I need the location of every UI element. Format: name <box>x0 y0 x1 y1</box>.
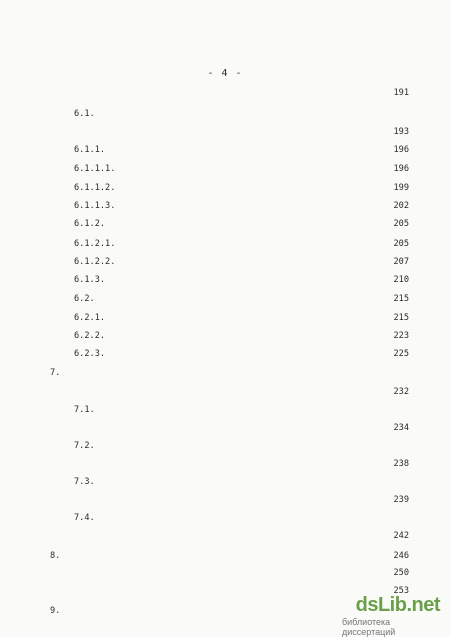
toc-page: 202 <box>393 201 409 211</box>
toc-page: 205 <box>393 239 409 249</box>
toc-page: 207 <box>393 257 409 267</box>
toc-entry <box>0 457 450 471</box>
toc-entry <box>0 475 450 489</box>
toc-number: 6.2.1. <box>74 313 106 323</box>
toc-page: 210 <box>393 275 409 285</box>
toc-number: 9. <box>50 606 61 616</box>
toc-entry <box>0 217 450 231</box>
toc-page: 196 <box>393 164 409 174</box>
toc-number: 6.1.2.2. <box>74 257 116 267</box>
toc-page: 196 <box>393 145 409 155</box>
toc-page: 253 <box>393 586 409 596</box>
toc-entry <box>0 329 450 343</box>
toc-entry <box>0 347 450 361</box>
toc-number: 7.4. <box>74 513 95 523</box>
toc-page: 250 <box>393 568 409 578</box>
toc-entry <box>0 493 450 507</box>
toc-number: 6.1.3. <box>74 275 106 285</box>
toc-page: 225 <box>393 349 409 359</box>
toc-page: 205 <box>393 219 409 229</box>
toc-entry <box>0 199 450 213</box>
toc-entry <box>0 366 450 380</box>
watermark-brand: dsLib.net <box>355 594 440 616</box>
toc-page: 246 <box>393 551 409 561</box>
watermark-logo[interactable] <box>342 592 442 637</box>
toc-number: 6.2.2. <box>74 331 106 341</box>
toc-entry <box>0 511 450 525</box>
toc-entry <box>0 311 450 325</box>
toc-number: 6.2. <box>74 294 95 304</box>
toc-entry <box>0 549 450 563</box>
toc-number: 6.1.2. <box>74 219 106 229</box>
toc-number: 6.1.1.3. <box>74 201 116 211</box>
toc-page: 239 <box>393 495 409 505</box>
toc-number: 7.1. <box>74 405 95 415</box>
toc-number: 6.1.1.1. <box>74 164 116 174</box>
toc-page: 199 <box>393 183 409 193</box>
toc-page: 191 <box>393 88 409 98</box>
toc-number: 7.3. <box>74 477 95 487</box>
toc-entry <box>0 421 450 435</box>
toc-number: 6.1.1. <box>74 145 106 155</box>
toc-number: 7.2. <box>74 441 95 451</box>
toc-number: 7. <box>50 368 61 378</box>
toc-number: 6.1. <box>74 109 95 119</box>
toc-entry <box>0 566 450 580</box>
toc-entry <box>0 273 450 287</box>
toc-entry <box>0 292 450 306</box>
toc-entry <box>0 162 450 176</box>
toc-number: 6.1.1.2. <box>74 183 116 193</box>
toc-entry <box>0 86 450 100</box>
toc-page: 215 <box>393 313 409 323</box>
toc-entry <box>0 255 450 269</box>
toc-entry <box>0 385 450 399</box>
toc-entry <box>0 143 450 157</box>
toc-page: 234 <box>393 423 409 433</box>
toc-page: 238 <box>393 459 409 469</box>
toc-entry <box>0 107 450 121</box>
toc-page: 215 <box>393 294 409 304</box>
toc-entry <box>0 181 450 195</box>
toc-number: 8. <box>50 551 61 561</box>
toc-page: 193 <box>393 127 409 137</box>
toc-entry <box>0 403 450 417</box>
watermark-subtitle: библиотека диссертаций <box>342 617 396 637</box>
toc-entry <box>0 125 450 139</box>
toc-number: 6.1.2.1. <box>74 239 116 249</box>
toc-number: 6.2.3. <box>74 349 106 359</box>
toc-entry <box>0 529 450 543</box>
page-number: - 4 - <box>207 68 243 79</box>
toc-page: 232 <box>393 387 409 397</box>
toc-page: 242 <box>393 531 409 541</box>
toc-page: 223 <box>393 331 409 341</box>
toc-entry <box>0 439 450 453</box>
toc-entry <box>0 237 450 251</box>
